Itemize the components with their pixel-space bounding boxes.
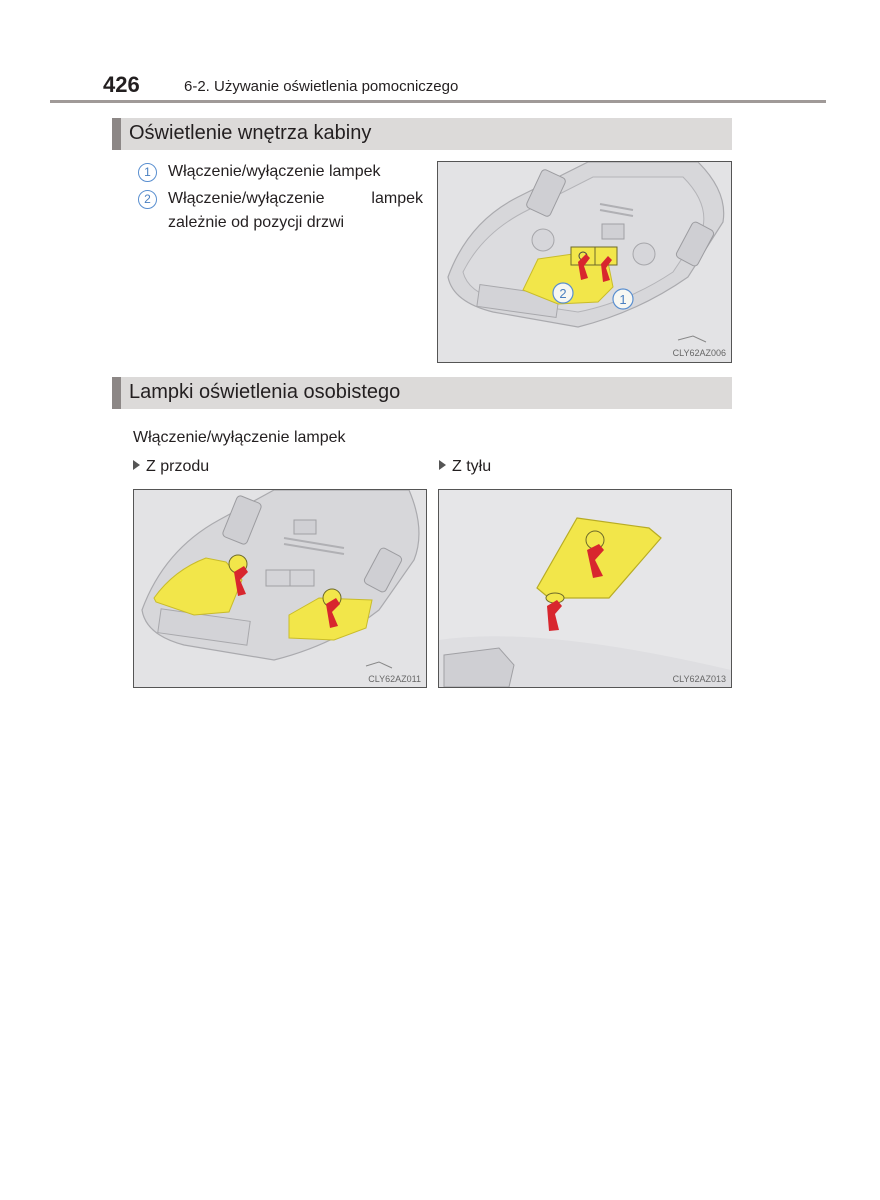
front-label-row [133,458,209,476]
section-title: Oświetlenie wnętrza kabiny [129,122,372,144]
list-item [138,187,423,235]
header-divider [50,100,826,103]
list-item [138,160,423,184]
figure-front-lights [133,489,427,688]
front-label: Z przodu [146,458,210,475]
rear-label-row [439,458,491,476]
section-heading-interior-light [112,118,732,150]
page-number: 426 [103,72,140,97]
section-accent [112,118,121,150]
figure-rear-light [438,489,732,688]
callout-1: 1 [619,292,627,307]
triangle-bullet-icon [133,460,140,470]
numbered-list [138,160,423,238]
list-item-text: Włączenie/wyłączenie lampek [168,163,381,180]
figure-interior-light [437,161,732,363]
section-title: Lampki oświetlenia osobistego [129,381,401,403]
section-accent [112,377,121,409]
section-heading-personal-lights [112,377,732,409]
rear-label: Z tyłu [452,458,492,475]
list-item-text: Włączenie/wyłączenie lampek zależnie od pozycji drzwi [168,190,423,231]
triangle-bullet-icon [439,460,446,470]
circled-number: 2 [138,190,157,209]
figure-code: CLY62AZ006 [672,348,726,358]
figure-code: CLY62AZ013 [672,674,726,684]
section-intro: Włączenie/wyłączenie lampek [133,429,346,446]
circled-number: 1 [138,163,157,182]
callout-2: 2 [559,286,567,301]
chapter-title: 6-2. Używanie oświetlenia pomocniczego [184,78,459,95]
figure-code: CLY62AZ011 [368,674,421,684]
